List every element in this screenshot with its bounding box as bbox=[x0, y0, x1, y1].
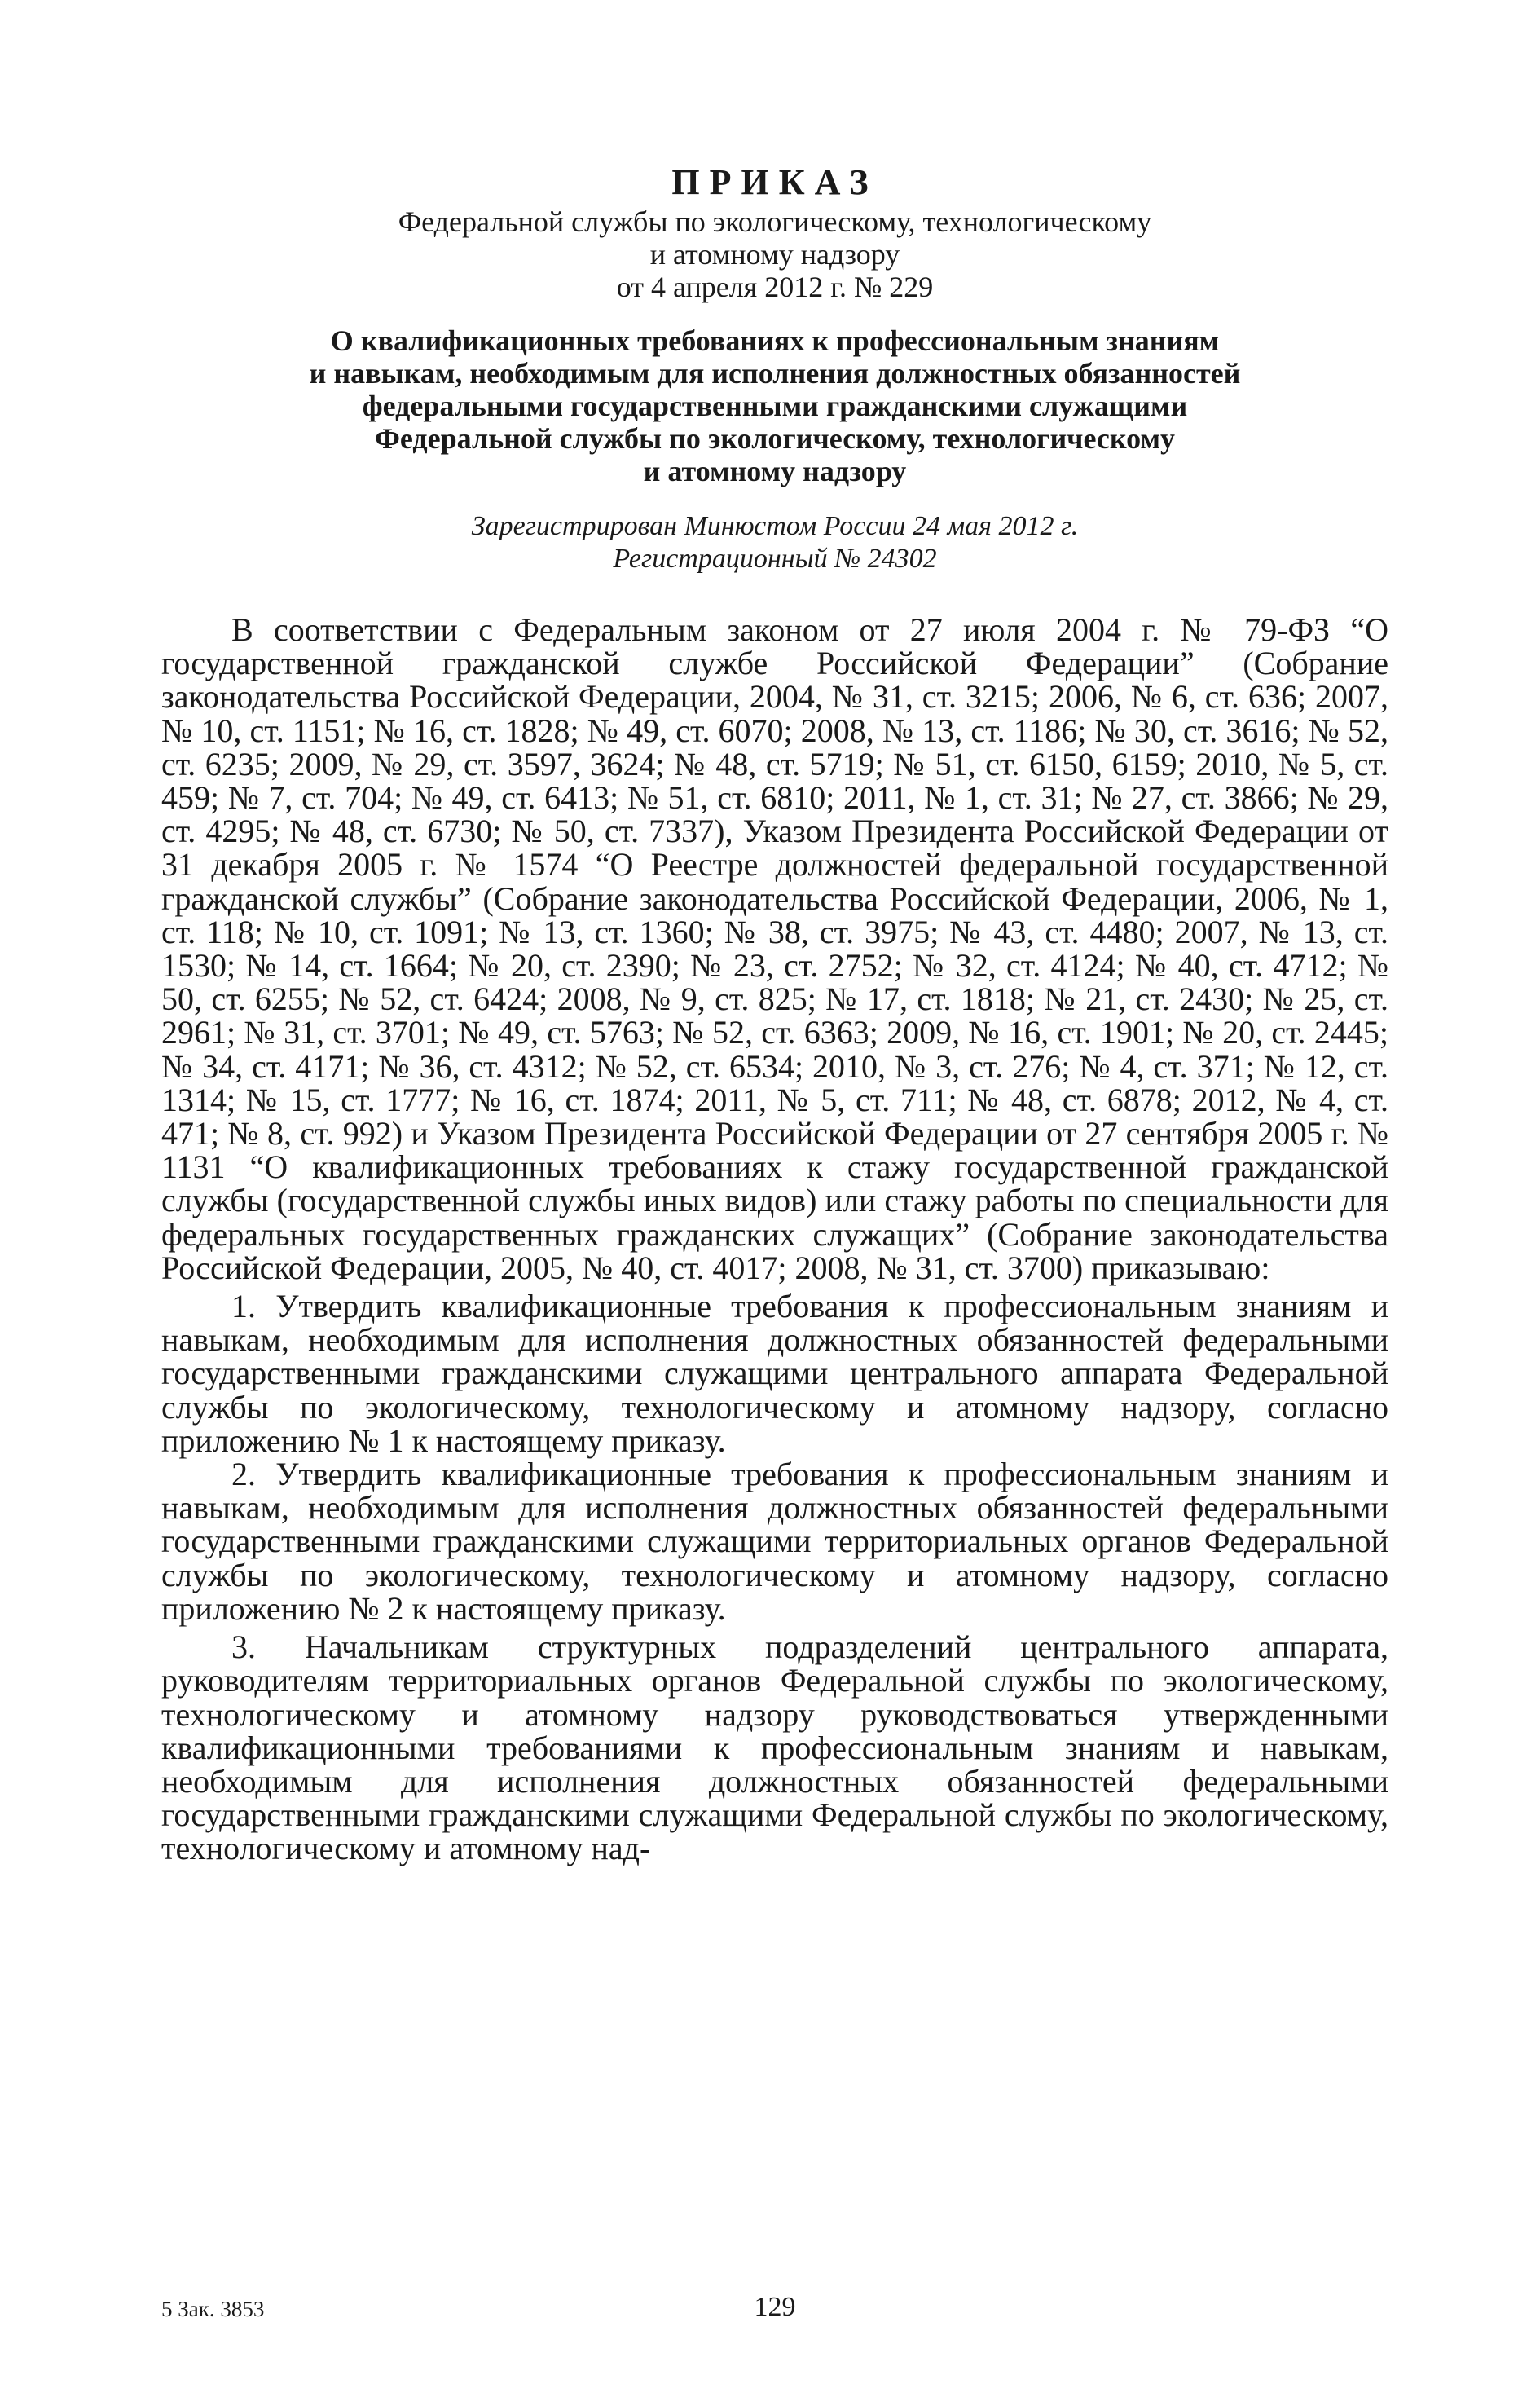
document-type: ПРИКАЗ bbox=[671, 162, 878, 202]
order-item-3: 3. Начальникам структурных подразделений центрального аппарата, руководителям территориальных органов Федеральной службы по экологическому, технологическому и атомному надзору руководствоваться утвержденными квалификационными требованиями к профессиональным знаниям и навыкам, необходимым для исполнения должностных обязанностей федеральными государственными гражданскими служащими Федеральной службы по экологическому, технологическому и атомному над- bbox=[161, 1628, 1388, 1867]
order-item-2: 2. Утвердить квалификационные требования к профессиональным знаниям и навыкам, необходимым для исполнения должностных обязанностей федеральными государственными гражданскими служащими территориальных органов Федеральной службы по экологическому, технологическому и атомному надзору, согласно приложению № 2 к настоящему приказу. bbox=[161, 1456, 1388, 1627]
subject-line-5: и атомному надзору bbox=[643, 455, 907, 487]
registration-line-2: Регистрационный № 24302 bbox=[613, 544, 937, 574]
subject-line-1: О квалификационных требованиях к профессиональным знаниям bbox=[330, 324, 1220, 357]
issuer-line-1: Федеральной службы по экологическому, технологическому bbox=[398, 205, 1152, 238]
page-footer bbox=[161, 2292, 1388, 2324]
issuer-line-2: и атомному надзору bbox=[649, 238, 900, 271]
subject-line-4: Федеральной службы по экологическому, технологическому bbox=[375, 422, 1175, 455]
page-number: 129 bbox=[754, 2292, 796, 2322]
registration-line-1: Зарегистрирован Минюстом России 24 мая 2012 г. bbox=[471, 511, 1079, 541]
document-body bbox=[161, 613, 1388, 1866]
document-subject bbox=[161, 324, 1388, 487]
subject-line-3: федеральными государственными гражданскими служащими bbox=[362, 390, 1188, 422]
order-item-1: 1. Утвердить квалификационные требования к профессиональным знаниям и навыкам, необходимым для исполнения должностных обязанностей федеральными государственными гражданскими служащими центрального аппарата Федеральной службы по экологическому, технологическому и атомному надзору, согласно приложению № 1 к настоящему приказу. bbox=[161, 1288, 1388, 1459]
preamble-paragraph: В соответствии с Федеральным законом от 27 июля 2004 г. № 79-ФЗ “О государственной гражданской службе Российской Федерации” (Собрание законодательства Российской Федерации, 2004, № 31, ст. 3215; 2006, № 6, ст. 636; 2007, № 10, ст. 1151; № 16, ст. 1828; № 49, ст. 6070; 2008, № 13, ст. 1186; № 30, ст. 3616; № 52, ст. 6235; 2009, № 29, ст. 3597, 3624; № 48, ст. 5719; № 51, ст. 6150, 6159; 2010, № 5, ст. 459; № 7, ст. 704; № 49, ст. 6413; № 51, ст. 6810; 2011, № 1, ст. 31; № 27, ст. 3866; № 29, ст. 4295; № 48, ст. 6730; № 50, ст. 7337), Указом Президента Российской Федерации от 31 декабря 2005 г. № 1574 “О Реестре должностей федеральной государственной гражданской службы” (Собрание законодательства Российской Федерации, 2006, № 1, ст. 118; № 10, ст. 1091; № 13, ст. 1360; № 38, ст. 3975; № 43, ст. 4480; 2007, № 13, ст. 1530; № 14, ст. 1664; № 20, ст. 2390; № 23, ст. 2752; № 32, ст. 4124; № 40, ст. 4712; № 50, ст. 6255; № 52, ст. 6424; 2008, № 9, ст. 825; № 17, ст. 1818; № 21, ст. 2430; № 25, ст. 2961; № 31, ст. 3701; № 49, ст. 5763; № 52, ст. 6363; 2009, № 16, ст. 1901; № 20, ст. 2445; № 34, ст. 4171; № 36, ст. 4312; № 52, ст. 6534; 2010, № 3, ст. 276; № 4, ст. 371; № 12, ст. 1314; № 15, ст. 1777; № 16, ст. 1874; 2011, № 5, ст. 711; № 48, ст. 6878; 2012, № 4, ст. 471; № 8, ст. 992) и Указом Президента Российской Федерации от 27 сентября 2005 г. № 1131 “О квалификационных требованиях к стажу государственной гражданской службы (государственной службы иных видов) или стажу работы по специальности для федеральных государственных гражданских служащих” (Собрание законодательства Российской Федерации, 2005, № 40, ст. 4017; 2008, № 31, ст. 3700) приказываю: bbox=[161, 611, 1388, 1286]
print-order-code: 5 Зак. 3853 bbox=[161, 2297, 265, 2321]
document-page bbox=[161, 160, 1388, 1866]
subject-line-2: и навыкам, необходимым для исполнения должностных обязанностей bbox=[309, 357, 1241, 390]
registration-note bbox=[161, 510, 1388, 575]
document-date-number: от 4 апреля 2012 г. № 229 bbox=[616, 271, 934, 303]
document-header bbox=[161, 160, 1388, 303]
